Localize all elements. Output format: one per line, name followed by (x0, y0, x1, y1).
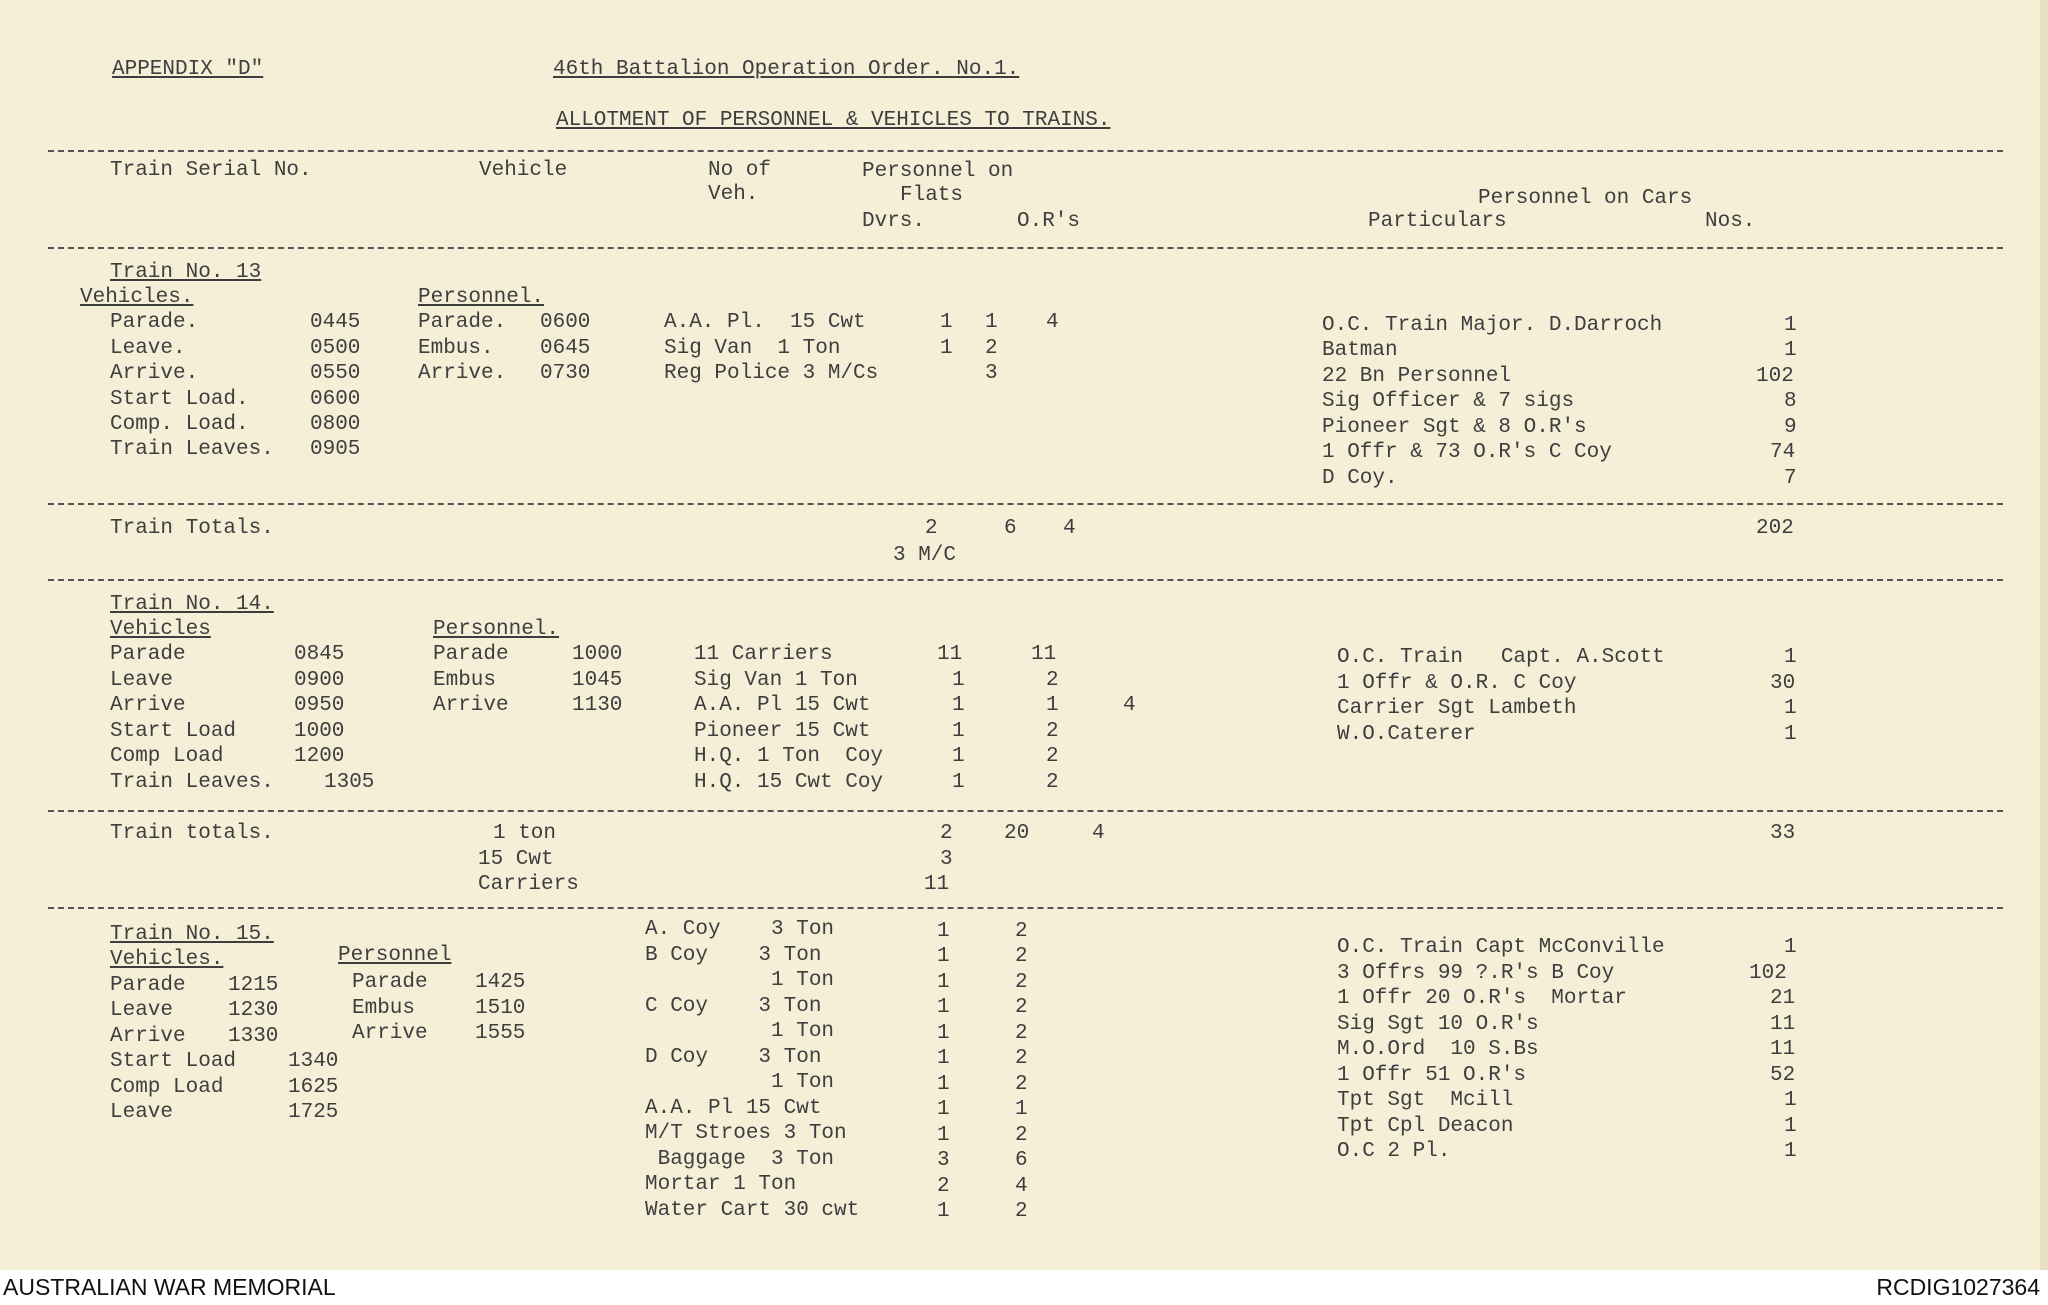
time-value: 1200 (294, 745, 345, 768)
car-particular: 1 Offr 20 O.R's Mortar (1337, 987, 1627, 1010)
time-label: Comp Load (110, 1076, 224, 1099)
paper-edge (2040, 0, 2048, 1270)
vehicle-desc: Sig Van 1 Ton (664, 337, 841, 360)
totals-item-label: 15 Cwt (478, 848, 554, 871)
vehicle-dvrs: 2 (985, 337, 998, 360)
totals-dvrs: 6 (1004, 517, 1017, 540)
vehicle-count: 1 (937, 971, 950, 994)
car-nos: 1 (1784, 339, 1797, 362)
time-value: 1230 (228, 999, 279, 1022)
car-particular: O.C. Train Capt McConville (1337, 936, 1665, 959)
vehicle-dvrs: 2 (1015, 945, 1028, 968)
vehicle-desc: Pioneer 15 Cwt (694, 720, 871, 743)
time-label: Parade (110, 974, 186, 997)
vehicle-desc: 11 Carriers (694, 643, 833, 666)
train-14-vehicles-heading: Vehicles (110, 618, 211, 641)
vehicle-count: 1 (952, 745, 965, 768)
vehicle-count: 1 (937, 920, 950, 943)
time-label: Leave (110, 1101, 174, 1124)
car-particular: W.O.Caterer (1337, 723, 1476, 746)
time-label: Leave (110, 669, 174, 692)
totals-dvrs: 20 (1004, 822, 1030, 845)
vehicle-desc: H.Q. 15 Cwt Coy (694, 771, 884, 794)
divider (48, 907, 2003, 909)
vehicle-count: 1 (937, 1073, 950, 1096)
vehicle-desc: A.A. Pl. 15 Cwt (664, 311, 866, 334)
divider (48, 503, 2003, 505)
vehicle-dvrs: 2 (1015, 996, 1028, 1019)
time-label: Arrive (433, 694, 509, 717)
time-label: Parade. (110, 311, 199, 334)
vehicle-desc: A.A. Pl 15 Cwt (645, 1097, 822, 1120)
time-label: Arrive. (110, 362, 199, 385)
time-label: Train Leaves. (110, 438, 274, 461)
archive-footer (0, 1272, 2048, 1305)
train-15-vehicles-heading: Vehicles. (110, 948, 224, 971)
time-value: 1625 (288, 1076, 339, 1099)
vehicle-dvrs: 1 (985, 311, 998, 334)
time-label: Start Load. (110, 388, 249, 411)
divider (48, 150, 2003, 152)
vehicle-desc: Baggage 3 Ton (645, 1148, 835, 1171)
car-particular: Batman (1322, 339, 1398, 362)
time-label: Leave. (110, 337, 186, 360)
vehicle-count: 1 (952, 694, 965, 717)
time-value: 1215 (228, 974, 279, 997)
time-value: 0845 (294, 643, 345, 666)
time-label: Embus. (418, 337, 494, 360)
vehicle-ors: 4 (1046, 311, 1059, 334)
time-value: 1330 (228, 1025, 279, 1048)
vehicle-desc: 1 Ton (645, 1020, 835, 1043)
time-value: 0550 (310, 362, 361, 385)
car-nos: 1 (1784, 314, 1797, 337)
vehicle-dvrs: 2 (1046, 771, 1059, 794)
car-particular: Carrier Sgt Lambeth (1337, 697, 1577, 720)
col-vehicle: Vehicle (479, 159, 568, 182)
time-value: 1000 (572, 643, 623, 666)
time-value: 0645 (540, 337, 591, 360)
train-13-vehicles-heading: Vehicles. (80, 286, 194, 309)
car-particular: 22 Bn Personnel (1322, 365, 1512, 388)
time-label: Parade (110, 643, 186, 666)
time-label: Start Load (110, 1050, 237, 1073)
vehicle-desc: Water Cart 30 cwt (645, 1199, 860, 1222)
totals-item-label: 1 ton (493, 822, 557, 845)
time-value: 1555 (475, 1022, 526, 1045)
vehicle-count: 1 (937, 1124, 950, 1147)
vehicle-desc: M/T Stroes 3 Ton (645, 1122, 847, 1145)
car-nos: 9 (1784, 416, 1797, 439)
vehicle-dvrs: 2 (1015, 1047, 1028, 1070)
totals-cars: 33 (1770, 822, 1796, 845)
car-particular: O.C. Train Major. D.Darroch (1322, 314, 1663, 337)
vehicle-desc: 1 Ton (645, 969, 835, 992)
car-nos: 102 (1756, 365, 1794, 388)
train-15-personnel-heading: Personnel (338, 944, 452, 967)
car-particular: 1 Offr & 73 O.R's C Coy (1322, 441, 1612, 464)
vehicle-dvrs: 2 (1046, 720, 1059, 743)
vehicle-count: 1 (940, 337, 953, 360)
car-particular: 3 Offrs 99 ?.R's B Coy (1337, 962, 1615, 985)
vehicle-desc: Reg Police 3 M/Cs (664, 362, 879, 385)
vehicle-desc: D Coy 3 Ton (645, 1046, 822, 1069)
vehicle-dvrs: 2 (1015, 920, 1028, 943)
car-nos: 1 (1784, 697, 1797, 720)
time-label: Train Leaves. (110, 771, 274, 794)
time-value: 0445 (310, 311, 361, 334)
car-nos: 1 (1784, 646, 1797, 669)
time-value: 1130 (572, 694, 623, 717)
totals-item-noveh: 11 (924, 873, 950, 896)
car-nos: 7 (1784, 467, 1797, 490)
car-nos: 11 (1770, 1038, 1796, 1061)
footer-reference: RCDIG1027364 (1876, 1274, 2040, 1300)
vehicle-dvrs: 6 (1015, 1149, 1028, 1172)
time-label: Comp Load (110, 745, 224, 768)
document-subtitle: ALLOTMENT OF PERSONNEL & VEHICLES TO TRAINS. (556, 109, 1111, 132)
vehicle-count: 1 (937, 1022, 950, 1045)
time-value: 0500 (310, 337, 361, 360)
car-particular: Tpt Cpl Deacon (1337, 1115, 1514, 1138)
vehicle-dvrs: 4 (1015, 1175, 1028, 1198)
train-14-personnel-heading: Personnel. (433, 618, 560, 641)
col-ors: O.R's (1017, 210, 1081, 233)
time-label: Parade (352, 971, 428, 994)
totals-ors: 4 (1063, 517, 1076, 540)
car-nos: 11 (1770, 1013, 1796, 1036)
car-nos: 1 (1784, 936, 1797, 959)
vehicle-desc: H.Q. 1 Ton Coy (694, 745, 884, 768)
car-nos: 1 (1784, 1089, 1797, 1112)
train-15-title: Train No. 15. (110, 923, 274, 946)
vehicle-dvrs: 3 (985, 362, 998, 385)
time-label: Arrive. (418, 362, 507, 385)
vehicle-desc: C Coy 3 Ton (645, 995, 822, 1018)
time-label: Comp. Load. (110, 413, 249, 436)
totals-noveh-mc: 3 M/C (893, 544, 957, 567)
totals-label: Train Totals. (110, 517, 274, 540)
order-title: 46th Battalion Operation Order. No.1. (553, 58, 1020, 81)
time-value: 0600 (540, 311, 591, 334)
car-nos: 1 (1784, 723, 1797, 746)
car-particular: M.O.Ord 10 S.Bs (1337, 1038, 1539, 1061)
divider (48, 810, 2003, 812)
totals-ors: 4 (1092, 822, 1105, 845)
time-value: 1510 (475, 997, 526, 1020)
vehicle-desc: Mortar 1 Ton (645, 1173, 797, 1196)
time-value: 0730 (540, 362, 591, 385)
vehicle-dvrs: 2 (1015, 1124, 1028, 1147)
vehicle-count: 1 (937, 996, 950, 1019)
time-label: Arrive (352, 1022, 428, 1045)
col-nos: Nos. (1705, 210, 1756, 233)
time-label: Start Load (110, 720, 237, 743)
divider (48, 247, 2003, 249)
time-value: 1000 (294, 720, 345, 743)
car-particular: Sig Officer & 7 sigs (1322, 390, 1575, 413)
col-veh: Veh. (708, 183, 759, 206)
col-particulars: Particulars (1368, 210, 1507, 233)
totals-item-noveh: 3 (940, 848, 953, 871)
col-personnel-on-cars: Personnel on Cars (1478, 187, 1693, 210)
vehicle-dvrs: 2 (1015, 1022, 1028, 1045)
car-particular: Sig Sgt 10 O.R's (1337, 1013, 1539, 1036)
vehicle-desc: 1 Ton (645, 1071, 835, 1094)
car-particular: Pioneer Sgt & 8 O.R's (1322, 416, 1587, 439)
totals-cars: 202 (1756, 517, 1794, 540)
time-value: 0950 (294, 694, 345, 717)
col-personnel-on: Personnel on (862, 160, 1014, 183)
train-14-title: Train No. 14. (110, 593, 274, 616)
vehicle-count: 1 (937, 945, 950, 968)
car-nos: 102 (1749, 962, 1787, 985)
car-particular: O.C. Train Capt. A.Scott (1337, 646, 1665, 669)
time-label: Arrive (110, 694, 186, 717)
col-no-of: No of (708, 159, 772, 182)
vehicle-count: 11 (937, 643, 963, 666)
totals-item-label: Carriers (478, 873, 579, 896)
car-nos: 8 (1784, 390, 1797, 413)
time-value: 1725 (288, 1101, 339, 1124)
time-value: 0900 (294, 669, 345, 692)
divider (48, 579, 2003, 581)
footer-source: AUSTRALIAN WAR MEMORIAL (3, 1274, 336, 1300)
col-dvrs: Dvrs. (862, 210, 926, 233)
car-nos: 74 (1770, 441, 1796, 464)
time-value: 0905 (310, 438, 361, 461)
car-particular: O.C 2 Pl. (1337, 1140, 1451, 1163)
col-flats: Flats (900, 184, 964, 207)
col-train-serial: Train Serial No. (110, 159, 312, 182)
car-nos: 52 (1770, 1064, 1796, 1087)
car-particular: 1 Offr & O.R. C Coy (1337, 672, 1577, 695)
car-nos: 1 (1784, 1140, 1797, 1163)
time-label: Leave (110, 999, 174, 1022)
car-nos: 30 (1770, 672, 1796, 695)
vehicle-dvrs: 1 (1015, 1098, 1028, 1121)
vehicle-count: 2 (937, 1175, 950, 1198)
vehicle-dvrs: 2 (1015, 971, 1028, 994)
vehicle-dvrs: 2 (1046, 745, 1059, 768)
time-value: 1045 (572, 669, 623, 692)
time-value: 0800 (310, 413, 361, 436)
vehicle-count: 1 (937, 1098, 950, 1121)
vehicle-desc: B Coy 3 Ton (645, 944, 822, 967)
vehicle-dvrs: 2 (1015, 1073, 1028, 1096)
car-particular: 1 Offr 51 O.R's (1337, 1064, 1527, 1087)
time-value: 1425 (475, 971, 526, 994)
vehicle-dvrs: 1 (1046, 694, 1059, 717)
car-particular: D Coy. (1322, 467, 1398, 490)
vehicle-ors: 4 (1123, 694, 1136, 717)
vehicle-count: 1 (940, 311, 953, 334)
train-13-personnel-heading: Personnel. (418, 286, 545, 309)
car-particular: Tpt Sgt Mcill (1337, 1089, 1514, 1112)
vehicle-count: 1 (952, 771, 965, 794)
time-value: 0600 (310, 388, 361, 411)
vehicle-count: 1 (952, 720, 965, 743)
vehicle-desc: A. Coy 3 Ton (645, 918, 835, 941)
time-label: Embus (352, 997, 416, 1020)
time-value: 1305 (324, 771, 375, 794)
time-label: Parade (433, 643, 509, 666)
vehicle-count: 3 (937, 1149, 950, 1172)
time-label: Arrive (110, 1025, 186, 1048)
totals-noveh: 2 (925, 517, 938, 540)
train-13-title: Train No. 13 (110, 261, 262, 284)
car-nos: 21 (1770, 987, 1796, 1010)
vehicle-count: 1 (937, 1047, 950, 1070)
time-label: Parade. (418, 311, 507, 334)
car-nos: 1 (1784, 1115, 1797, 1138)
totals-label: Train totals. (110, 822, 274, 845)
vehicle-desc: A.A. Pl 15 Cwt (694, 694, 871, 717)
vehicle-dvrs: 2 (1046, 669, 1059, 692)
time-value: 1340 (288, 1050, 339, 1073)
vehicle-count: 1 (952, 669, 965, 692)
time-label: Embus (433, 669, 497, 692)
appendix-label: APPENDIX "D" (112, 58, 264, 81)
totals-item-noveh: 2 (940, 822, 953, 845)
vehicle-dvrs: 11 (1031, 643, 1057, 666)
vehicle-desc: Sig Van 1 Ton (694, 669, 858, 692)
vehicle-count: 1 (937, 1200, 950, 1223)
vehicle-dvrs: 2 (1015, 1200, 1028, 1223)
